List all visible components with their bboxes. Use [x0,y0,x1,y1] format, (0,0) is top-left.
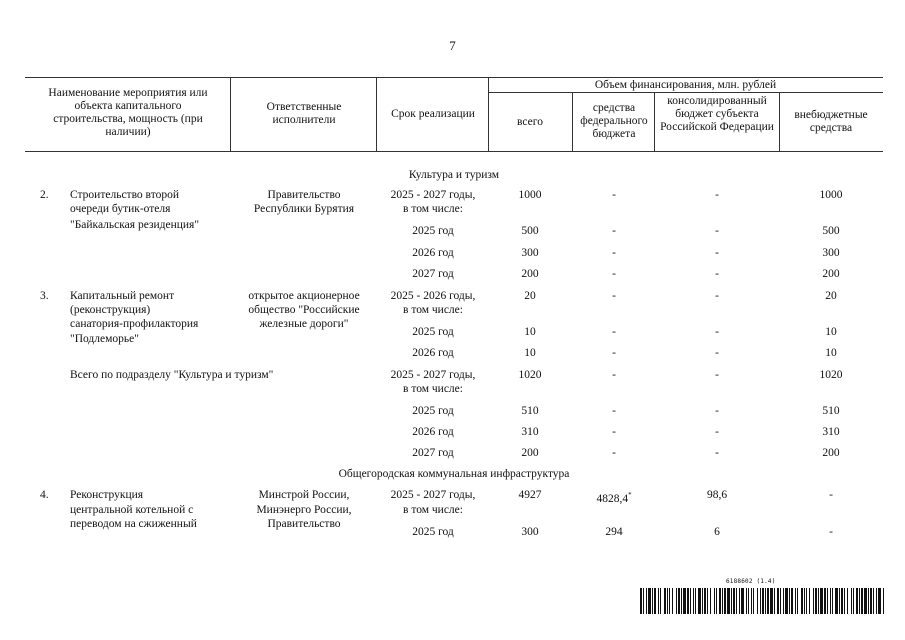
row-extrabudget: 10 [825,326,837,338]
header-financing: Объем финансирования, млн. рублей [594,79,777,91]
header-extrabudget: внебюджетные средства [794,109,868,134]
header-federal: средства федерального бюджета [580,102,648,140]
barcode-bar [716,588,717,614]
section-title: Общегородская коммунальная инфраструктура [338,468,570,480]
barcode-bar [844,588,845,614]
row-period: 2026 год [412,426,454,438]
row-period: в том числе: [403,304,463,316]
barcode-bar [762,588,764,614]
barcode-bar [719,588,721,614]
row-federal: - [612,189,616,201]
barcode-bar [818,588,819,614]
barcode-bar [727,588,730,614]
row-extrabudget: 500 [822,225,840,237]
row-extrabudget: 310 [822,426,840,438]
barcode-label: 6188602 (1.4) [726,578,776,585]
barcode-bar [648,588,651,614]
row-regional: 98,6 [706,489,728,501]
barcode-bar [707,588,708,614]
row-extrabudget: 200 [822,268,840,280]
row-regional: - [715,326,719,338]
barcode-bar [774,588,775,614]
row-federal: - [612,247,616,259]
barcode-bar [868,588,869,614]
row-period: 2025 - 2027 годы, [390,369,476,381]
row-name-line: "Байкальская резиденция" [70,219,200,231]
barcode-bar [765,588,766,614]
row-period: 2025 год [412,225,454,237]
barcode-bar [660,588,661,614]
barcode-bar [813,588,814,614]
barcode-bar [751,588,752,614]
row-period: 2027 год [412,268,454,280]
barcode-bar [876,588,877,614]
row-extrabudget: 200 [822,447,840,459]
barcode-bar [724,588,726,614]
row-extrabudget: - [829,526,833,538]
row-regional: 6 [714,526,720,538]
row-regional: - [715,347,719,359]
row-total: 1020 [518,369,542,381]
barcode-bar [733,588,735,614]
barcode-bar [704,588,706,614]
divider [230,77,231,152]
barcode-bar [643,588,644,614]
barcode-bar [676,588,677,614]
barcode-bar [646,588,647,614]
row-period: 2025 год [412,326,454,338]
barcode-bar [841,588,843,614]
barcode-bar [853,588,854,614]
barcode-bar [785,588,788,614]
barcode-bar [861,588,863,614]
row-federal [574,489,654,506]
row-federal: - [612,405,616,417]
barcode-bar [830,588,831,614]
barcode-bar [789,588,790,614]
row-number: 2. [40,189,49,201]
header-period: Срок реализации [391,108,475,120]
row-total: 10 [524,326,536,338]
row-regional: - [715,405,719,417]
row-regional: - [715,268,719,280]
row-number: 4. [40,489,49,501]
row-name-line: санатория-профилактория [70,318,199,330]
barcode-bar [640,588,642,614]
row-extrabudget: 300 [822,247,840,259]
barcode-bar [809,588,810,614]
barcode-bar [770,588,773,614]
row-executor-line: общество "Российские [248,304,360,316]
row-regional: - [715,225,719,237]
row-federal: - [612,426,616,438]
barcode-bar [783,588,784,614]
barcode-bar [832,588,833,614]
barcode-bar [760,588,761,614]
barcode-bar [780,588,781,614]
barcode-bar [839,588,840,614]
row-total: 10 [524,347,536,359]
barcode-bar [710,588,711,614]
row-total: 1000 [518,189,542,201]
row-federal: - [612,369,616,381]
row-name-line: Реконструкция [70,489,144,501]
barcode-bar [695,588,696,614]
row-name-line: "Подлеморье" [70,333,139,345]
barcode-bar [664,588,666,614]
row-extrabudget: 1020 [819,369,843,381]
row-period: 2025 - 2027 годы, [390,489,476,501]
barcode-bar [820,588,823,614]
barcode-bar [856,588,858,614]
barcode-bar [672,588,673,614]
row-federal: - [612,290,616,302]
barcode-bar [681,588,682,614]
row-period: 2026 год [412,347,454,359]
row-period: в том числе: [403,504,463,516]
barcode-bar [652,588,653,614]
row-regional: - [715,290,719,302]
row-federal: - [612,447,616,459]
header-total: всего [517,116,543,128]
barcode-bar [736,588,737,614]
row-executor-line: Правительство [267,518,341,530]
barcode-bar [883,588,884,614]
barcode-bar [801,588,803,614]
barcode-bar [757,588,758,614]
row-total: 300 [521,247,539,259]
barcode-bar [870,588,872,614]
row-name-line: Капитальный ремонт [70,290,175,302]
barcode-bar [693,588,694,614]
header-name: Наименование мероприятия или объекта капитального строительства, мощность (при наличии) [48,87,208,138]
row-name-line: Строительство второй [70,189,179,201]
barcode-bar [847,588,848,614]
barcode-bar [667,588,668,614]
row-period: в том числе: [403,383,463,395]
barcode-bar [669,588,670,614]
barcode-bar [678,588,680,614]
barcode-bar [722,588,723,614]
barcode [640,588,884,614]
header-regional: консолидированный бюджет субъекта Российской Федерации [660,95,774,133]
barcode-bar [824,588,826,614]
page-number: 7 [449,38,456,53]
header-executors: Ответственные исполнители [266,101,342,126]
row-period: 2027 год [412,447,454,459]
row-name-line: (реконструкция) [70,304,151,316]
row-federal: - [612,225,616,237]
row-period: 2025 год [412,526,454,538]
row-name-line: очереди бутик-отеля [70,203,171,215]
barcode-bar [859,588,860,614]
barcode-bar [690,588,691,614]
divider [572,92,573,152]
barcode-bar [804,588,805,614]
barcode-bar [791,588,793,614]
row-total: 200 [521,268,539,280]
barcode-bar [654,588,656,614]
barcode-bar [851,588,852,614]
divider [376,77,377,152]
row-extrabudget: 10 [825,347,837,359]
barcode-bar [878,588,881,614]
barcode-bar [702,588,703,614]
barcode-bar [864,588,867,614]
barcode-bar [806,588,807,614]
subtotal-label: Всего по подразделу "Культура и туризм" [70,369,274,381]
barcode-bar [698,588,701,614]
row-period: 2025 год [412,405,454,417]
row-regional: - [715,447,719,459]
barcode-bar [746,588,747,614]
row-total: 500 [521,225,539,237]
row-regional: - [715,189,719,201]
row-executor-line: Республики Бурятия [253,203,355,215]
barcode-bar [753,588,754,614]
barcode-bar [731,588,732,614]
row-executor-line: открытое акционерное [248,290,360,302]
row-total: 310 [521,426,539,438]
row-executor-line: Минэнерго России, [256,504,352,516]
barcode-bar [748,588,749,614]
row-executor-line: железные дороги" [259,318,349,330]
row-total: 510 [521,405,539,417]
row-federal: - [612,326,616,338]
row-total: 20 [524,290,536,302]
row-period: в том числе: [403,203,463,215]
barcode-bar [777,588,779,614]
barcode-bar [741,588,744,614]
row-regional: - [715,369,719,381]
row-extrabudget: 20 [825,290,837,302]
row-executor-line: Правительство [267,189,341,201]
barcode-bar [683,588,686,614]
row-extrabudget: - [829,489,833,501]
row-federal: - [612,268,616,280]
section-title: Культура и туризм [408,169,500,181]
barcode-bar [873,588,874,614]
row-total: 200 [521,447,539,459]
row-total: 300 [521,526,539,538]
row-name-line: центральной котельной с [70,504,194,516]
barcode-bar [767,588,769,614]
row-federal-value: 4828,4 [596,492,629,505]
row-period: 2025 - 2026 годы, [390,290,476,302]
row-name-line: переводом на сжиженный [70,518,197,530]
barcode-bar [827,588,828,614]
barcode-bar [835,588,838,614]
barcode-bar [687,588,689,614]
barcode-bar [714,588,715,614]
row-regional: - [715,426,719,438]
row-executor-line: Минстрой России, [258,489,350,501]
row-extrabudget: 510 [822,405,840,417]
row-federal: - [612,347,616,359]
barcode-bar [795,588,796,614]
barcode-bar [797,588,798,614]
row-period: 2025 - 2027 годы, [390,189,476,201]
table-top-rule [25,77,883,78]
divider [779,92,780,152]
row-period: 2026 год [412,247,454,259]
row-regional: - [715,247,719,259]
barcode-bar [815,588,817,614]
row-number: 3. [40,290,49,302]
barcode-bar [658,588,659,614]
row-extrabudget: 1000 [819,189,843,201]
row-federal: 294 [605,526,623,538]
row-total: 4927 [518,489,542,501]
barcode-bar [739,588,740,614]
footnote-mark: * [628,491,632,499]
header-bottom-rule [25,151,883,152]
financing-group-rule [488,92,883,93]
